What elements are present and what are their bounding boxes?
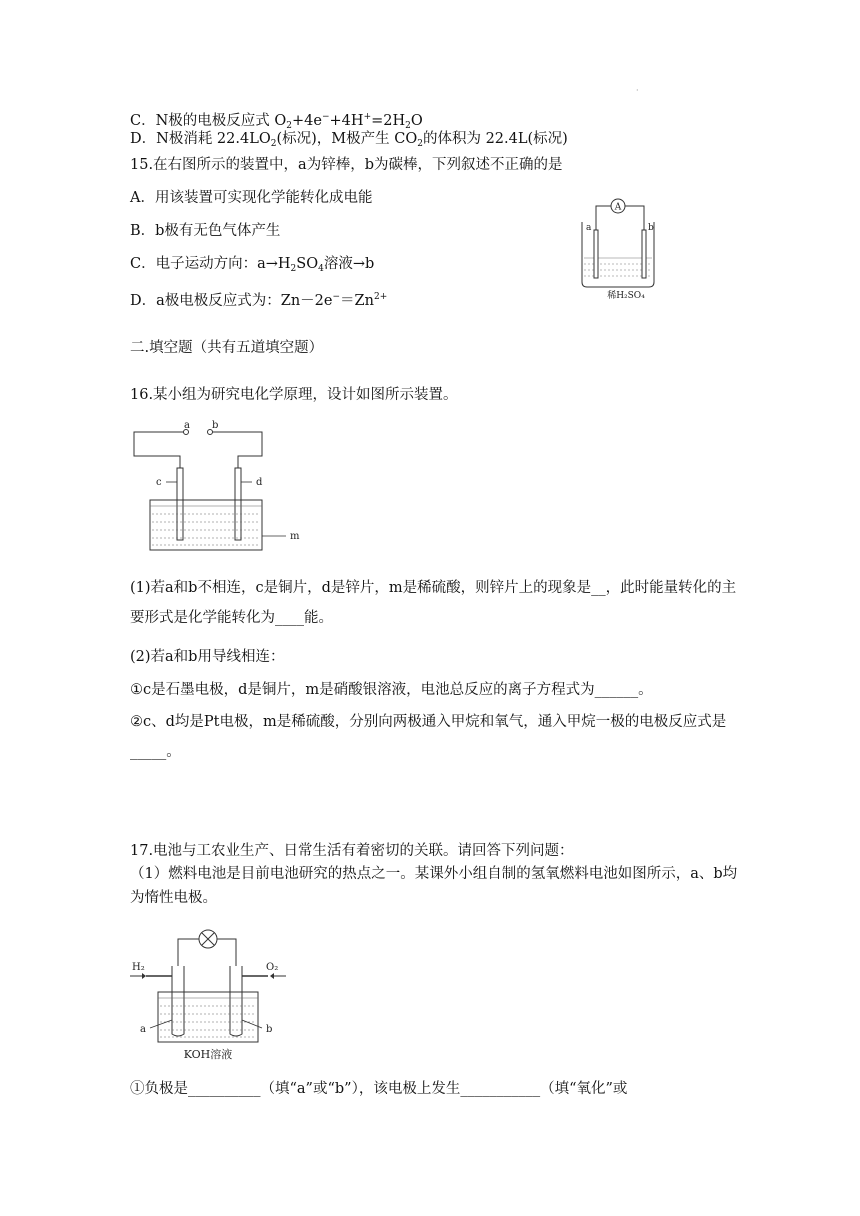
label-b: b xyxy=(648,223,654,233)
q16-part2-1: ①c是石墨电极，d是铜片，m是硝酸银溶液，电池总反应的离子方程式为______。 xyxy=(130,682,653,698)
q17-wire-right xyxy=(217,939,236,966)
q15-option-c xyxy=(130,255,374,278)
q14-c-mid3: =2H xyxy=(371,113,406,129)
q15-d-mid: ＝Zn xyxy=(340,293,374,309)
label-m: m xyxy=(290,531,300,542)
label-a: a xyxy=(140,1024,146,1035)
page-marker-dot: · xyxy=(636,86,639,95)
label-b: b xyxy=(212,420,219,431)
q14-d-mid: (标况)，M极产生 CO xyxy=(276,131,418,147)
q16-left-wire xyxy=(134,432,184,468)
label-c: c xyxy=(156,477,162,488)
electrode-c xyxy=(177,468,183,540)
h2-arrow-head xyxy=(142,973,146,979)
q15-c-end: 溶液→b xyxy=(323,256,375,272)
koh-label: KOH溶液 xyxy=(183,1048,233,1061)
label-a: a xyxy=(184,420,190,431)
q14-option-d xyxy=(130,130,568,153)
label-b: b xyxy=(266,1024,273,1035)
q15-wire xyxy=(596,206,611,230)
q15-d-sup1: − xyxy=(332,292,341,302)
a-pointer xyxy=(150,1020,172,1028)
q16-part2-2: ②c、d均是Pt电极，m是稀硫酸，分别向两极通入甲烷和氧气，通入甲烷一极的电极反应式是_____。 xyxy=(130,714,727,760)
q14-d-end: 的体积为 22.4L(标况) xyxy=(422,131,568,147)
q15-option-b: B．b极有无色气体产生 xyxy=(130,223,281,239)
o2-arrow-head xyxy=(270,973,274,979)
q15-c-prefix: C．电子运动方向：a→H xyxy=(130,256,291,272)
q14-c-sub1: 2 xyxy=(286,121,293,131)
q17-wire-left xyxy=(178,939,199,966)
q15-d-sup2: 2+ xyxy=(373,292,388,302)
section-title: 二.填空题（共有五道填空题） xyxy=(130,340,324,356)
q15-option-a: A．用该装置可实现化学能转化成电能 xyxy=(130,190,373,206)
q16-part1: (1)若a和b不相连，c是铜片，d是锌片，m是稀硫酸，则锌片上的现象是__，此时能量转化的主要形式是化学能转化为____能。 xyxy=(130,580,737,626)
label-a: a xyxy=(586,223,592,233)
h2-label: H₂ xyxy=(132,962,145,973)
q15-galvanic-cell-figure xyxy=(576,194,676,302)
electrode-a xyxy=(594,230,598,278)
left-u-tube xyxy=(172,966,184,1036)
b-pointer xyxy=(242,1020,262,1028)
q14-d-sub1: 2 xyxy=(270,139,277,149)
right-u-tube xyxy=(230,966,242,1036)
solution-label: 稀H₂SO₄ xyxy=(607,291,645,301)
q16-right-wire xyxy=(212,432,262,468)
o2-label: O₂ xyxy=(266,962,279,973)
q14-c-sup2: + xyxy=(363,112,372,122)
q14-d-sub2: 2 xyxy=(417,139,423,149)
q15-wire-right xyxy=(625,206,644,230)
q16-part2: (2)若a和b用导线相连： xyxy=(130,649,285,665)
q14-c-prefix: C．N极的电极反应式 O xyxy=(130,113,287,129)
q15-stem: 15.在右图所示的装置中，a为锌棒，b为碳棒，下列叙述不正确的是 xyxy=(130,157,563,173)
q14-c-mid2: +4H xyxy=(329,113,364,129)
q15-d-prefix: D．a极电极反应式为：Zn－2e xyxy=(130,293,333,309)
q15-c-sub1: 2 xyxy=(290,264,297,274)
q16-apparatus-figure xyxy=(128,418,308,554)
q16-stem: 16.某小组为研究电化学原理，设计如图所示装置。 xyxy=(130,387,458,403)
q17-fuel-cell-figure xyxy=(128,924,288,1064)
q15-c-sub2: 4 xyxy=(318,264,324,274)
q14-c-end: O xyxy=(410,113,423,129)
q17-part1-1: ①负极是__________（填“a”或“b”），该电极上发生___________（填“氧化”或 xyxy=(130,1081,628,1097)
q14-d-prefix: D．N极消耗 22.4LO xyxy=(130,131,271,147)
q15-c-mid: SO xyxy=(296,256,319,272)
ammeter-label: A xyxy=(614,202,622,213)
q15-option-d xyxy=(130,288,387,310)
electrode-d xyxy=(235,468,241,540)
q14-c-mid1: +4e xyxy=(292,113,322,129)
q14-c-sub2: 2 xyxy=(405,121,411,131)
q14-c-sup1: − xyxy=(321,112,330,122)
electrode-b xyxy=(642,230,646,278)
label-d: d xyxy=(256,477,263,488)
q17-stem: 17.电池与工农业生产、日常生活有着密切的关联。请回答下列问题： xyxy=(130,843,574,859)
q17-part1: （1）燃料电池是目前电池研究的热点之一。某课外小组自制的氢氧燃料电池如图所示，a、b均为惰性电极。 xyxy=(130,866,738,906)
q16-container xyxy=(150,500,262,550)
q16-liquid-lines xyxy=(150,506,262,545)
